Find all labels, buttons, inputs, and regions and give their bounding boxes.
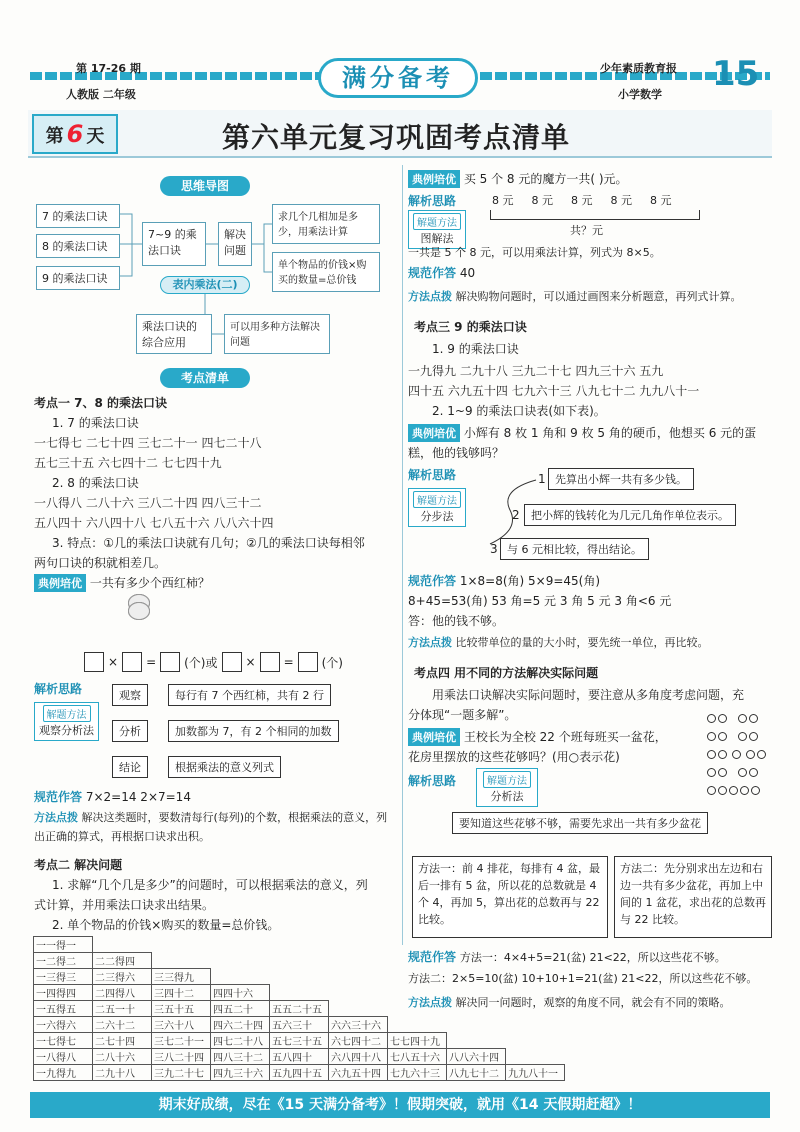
footer-banner: 期末好成绩，尽在《15 天满分备考》！假期突破，就用《14 天假期赶超》！ [30, 1092, 770, 1118]
tip1-text: 解决购物问题时，可以通过画图来分析题意，再列式计算。 [455, 290, 742, 303]
mind-solve: 解决问题 [218, 222, 252, 266]
price-brace [490, 210, 700, 220]
kd1-p3: 3. 特点：①几的乘法口诀就有几句；②几的乘法口诀每相邻 [52, 536, 365, 550]
kd1-ex-label: 典例培优 [34, 574, 86, 592]
tip2 [408, 634, 709, 650]
table-cell: 五八四十 [270, 1049, 329, 1065]
ex2-qb: 糕，他的钱够吗？ [408, 446, 505, 460]
table-cell: 三八二十四 [152, 1049, 211, 1065]
ex2-label: 典例培优 [408, 424, 460, 442]
table-cell: 六八四十八 [329, 1049, 388, 1065]
table-empty [152, 953, 211, 969]
tip3-label: 方法点拨 [408, 996, 452, 1009]
table-cell: 二六十二 [93, 1017, 152, 1033]
table-cell: 一六得六 [34, 1017, 93, 1033]
table-cell: 四八三十二 [211, 1049, 270, 1065]
table-cell: 五七三十五 [270, 1033, 329, 1049]
edition-text: 人教版 二年级 [66, 88, 136, 101]
ex2-q: 小辉有 8 枚 1 角和 9 枚 5 角的硬币，他想买 6 元的蛋 [463, 426, 757, 440]
kd1-p3b: 两句口诀的积就相差几。 [34, 556, 167, 570]
kd1-analysis: 解析思路 [34, 682, 83, 696]
kd3-p2: 2. 1~9 的乘法口诀表(如下表)。 [432, 404, 606, 418]
table-cell: 七七四十九 [388, 1033, 447, 1049]
mind-r2: 单个物品的价钱×购买的数量=总价钱 [272, 252, 380, 292]
price-row [492, 192, 672, 208]
ans2-label: 规范作答 [408, 574, 457, 588]
table-cell: 一二得二 [34, 953, 93, 969]
table-cell: 七九六十三 [388, 1065, 447, 1081]
page-title: 第六单元复习巩固考点清单 [222, 121, 571, 154]
tip2-label: 方法点拨 [408, 636, 452, 649]
column-divider [402, 165, 403, 945]
table-cell: 四六二十四 [211, 1017, 270, 1033]
table-empty [211, 969, 270, 985]
table-empty [329, 1001, 388, 1017]
table-empty [270, 953, 329, 969]
kd1-r2: 五七三十五 六七四十二 七七四十九 [34, 456, 222, 470]
mind-title: 思维导图 [160, 176, 250, 196]
m3-tag: 解题方法 [483, 771, 531, 788]
st2: 把小辉的钱转化为几元几角作单位表示。 [524, 504, 736, 526]
table-cell: 七八五十六 [388, 1049, 447, 1065]
table-empty [152, 937, 211, 953]
kd4-p1b: 分体现“一题多解”。 [408, 708, 517, 722]
kd4-p1: 用乘法口诀解决实际问题时，要注意从多角度考虑问题，充 [432, 688, 745, 702]
flower-grid [706, 712, 776, 802]
table-empty [447, 1033, 506, 1049]
table-empty [329, 985, 388, 1001]
step-n2: 2 [512, 508, 520, 522]
subject-name: 小学数学 [618, 88, 662, 101]
m2-box [408, 488, 466, 527]
day-num: 6 [66, 120, 84, 148]
table-empty [329, 953, 388, 969]
ex3-q: 王校长为全校 22 个班每班买一盆花， [463, 730, 667, 744]
mind-connectors [0, 0, 400, 370]
table-empty [506, 1033, 565, 1049]
table-empty [506, 1017, 565, 1033]
m3-name: 分析法 [490, 790, 524, 803]
kd3-r1: 一九得九 二九十八 三九二十七 四九三十六 五九 [408, 364, 664, 378]
table-cell: 四四十六 [211, 985, 270, 1001]
tip1 [408, 288, 742, 304]
m1-tag: 解题方法 [413, 213, 461, 230]
checklist-title: 考点清单 [160, 368, 250, 388]
table-cell: 一八得八 [34, 1049, 93, 1065]
table-empty [211, 953, 270, 969]
table-row [34, 1065, 565, 1081]
table-cell: 二九十八 [93, 1065, 152, 1081]
ans2a [408, 572, 600, 589]
kd1-r1: 一七得七 二七十四 三七二十一 四七二十八 [34, 436, 262, 450]
table-cell: 一五得五 [34, 1001, 93, 1017]
kd1-r3: 一八得八 二八十六 三八二十四 四八三十二 [34, 496, 262, 510]
step-n1: 1 [538, 472, 546, 486]
banner-title: 满分备考 [318, 58, 478, 98]
table-empty [270, 969, 329, 985]
kd1-tip-label: 方法点拨 [34, 811, 78, 824]
table-cell: 五六三十 [270, 1017, 329, 1033]
ans1-val: 40 [459, 266, 476, 280]
mind-center: 7~9 的乘法口诀 [142, 222, 206, 266]
kd1-step1: 观察 [112, 684, 148, 706]
total-label: 共？元 [570, 224, 603, 237]
table-cell: 八九七十二 [447, 1065, 506, 1081]
price-item: 8 元 [531, 194, 553, 207]
table-cell: 三六十八 [152, 1017, 211, 1033]
ex1 [408, 170, 628, 188]
kd1-p2: 2. 8 的乘法口诀 [52, 476, 139, 490]
kd4-top: 要知道这些花够不够，需要先求出一共有多少盆花 [452, 812, 708, 834]
m1-name: 图解法 [420, 232, 454, 245]
table-cell: 一七得七 [34, 1033, 93, 1049]
price-item: 8 元 [571, 194, 593, 207]
ans1 [408, 264, 475, 281]
table-cell: 三三得九 [152, 969, 211, 985]
kd2-p2: 2. 单个物品的价钱×购买的数量=总价钱。 [52, 918, 280, 932]
st1: 先算出小辉一共有多少钱。 [548, 468, 694, 490]
page-number: 15 [712, 54, 760, 94]
tip2-text: 比较带单位的量的大小时，要先统一单位，再比较。 [455, 636, 709, 649]
issue-text: 第 17-26 期 [76, 62, 141, 75]
mind-l1: 7 的乘法口诀 [36, 204, 120, 228]
kd3-r2: 四十五 六九五十四 七九六十三 八九七十二 九九八十一 [408, 384, 700, 398]
mind-l3: 9 的乘法口诀 [36, 266, 120, 290]
tip1-label: 方法点拨 [408, 290, 452, 303]
table-empty [447, 1017, 506, 1033]
ans1-label: 规范作答 [408, 266, 457, 280]
table-cell: 六九五十四 [329, 1065, 388, 1081]
table-cell: 五五二十五 [270, 1001, 329, 1017]
step-n3: 3 [490, 542, 498, 556]
kd1-r4: 五八四十 六八四十八 七八五十六 八八六十四 [34, 516, 274, 530]
mind-unit: 表内乘法(二) [160, 276, 250, 294]
kd1-step3: 结论 [112, 756, 148, 778]
kd1-example [34, 574, 210, 592]
kd1-step2: 分析 [112, 720, 148, 742]
m3-box [476, 768, 538, 807]
table-cell: 六六三十六 [329, 1017, 388, 1033]
ans2b: 8+45=53(角) 53 角=5 元 3 角 5 元 3 角<6 元 [408, 594, 672, 608]
ans2c: 答：他的钱不够。 [408, 614, 505, 628]
ex1-label: 典例培优 [408, 170, 460, 188]
kd1-ex-q: 一共有多少个西红柿？ [89, 576, 210, 590]
an1: 解析思路 [408, 194, 457, 208]
kd4-head: 考点四 用不同的方法解决实际问题 [414, 666, 599, 680]
table-empty [329, 969, 388, 985]
table-cell: 二五一十 [93, 1001, 152, 1017]
kd1-step3-text: 根据乘法的意义列式 [168, 756, 281, 778]
tip3 [408, 994, 731, 1010]
kd1-method-tag: 解题方法 [43, 705, 91, 722]
m2-name: 分步法 [420, 510, 454, 523]
table-cell: 二三得六 [93, 969, 152, 985]
st3: 与 6 元相比较，得出结论。 [500, 538, 649, 560]
table-cell: 二二得四 [93, 953, 152, 969]
mind-apply: 乘法口诀的综合应用 [136, 314, 212, 354]
day-prefix: 第 [45, 126, 64, 147]
kd1-ans-label: 规范作答 [34, 790, 83, 804]
kd1-step2-text: 加数都为 7，有 2 个相同的加数 [168, 720, 339, 742]
tomato-grid [128, 594, 298, 646]
step-curve [480, 470, 540, 550]
table-row [34, 1017, 565, 1033]
ex2 [408, 424, 756, 442]
table-cell: 二四得八 [93, 985, 152, 1001]
table-cell: 八八六十四 [447, 1049, 506, 1065]
table-cell: 三四十二 [152, 985, 211, 1001]
table-cell: 一九得九 [34, 1065, 93, 1081]
kd3-p1: 1. 9 的乘法口诀 [432, 342, 519, 356]
kd1-method-name: 观察分析法 [39, 724, 94, 737]
table-cell: 四五二十 [211, 1001, 270, 1017]
answer-blanks: × = (个)或 × = (个) [84, 652, 343, 672]
kd1-p1: 1. 7 的乘法口诀 [52, 416, 139, 430]
kd1-head: 考点一 7、8 的乘法口诀 [34, 396, 168, 410]
kd1-tip-text: 解决这类题时，要数清每行(每列)的个数，根据乘法的意义，列出正确的算式，再根据口诀求出积。 [34, 811, 388, 843]
kd1-step1-text: 每行有 7 个西红柿，共有 2 行 [168, 684, 331, 706]
table-cell: 三七二十一 [152, 1033, 211, 1049]
m2-tag: 解题方法 [413, 491, 461, 508]
table-cell: 三五十五 [152, 1001, 211, 1017]
an2: 解析思路 [408, 468, 457, 482]
table-cell: 一四得四 [34, 985, 93, 1001]
table-row [34, 1049, 565, 1065]
table-cell: 四九三十六 [211, 1065, 270, 1081]
ans3a [408, 948, 726, 965]
mind-l2: 8 的乘法口诀 [36, 234, 120, 258]
table-empty [506, 1049, 565, 1065]
mind-apply-note: 可以用多种方法解决问题 [224, 314, 330, 354]
kd1-answer [34, 788, 191, 805]
table-empty [329, 937, 388, 953]
mind-r1: 求几个几相加是多少，用乘法计算 [272, 204, 380, 244]
table-cell: 四七二十八 [211, 1033, 270, 1049]
paper-name: 少年素质教育报 [600, 62, 677, 75]
kd1-ans: 7×2=14 2×7=14 [85, 790, 191, 804]
day-suffix: 天 [86, 126, 105, 147]
table-cell: 三九二十七 [152, 1065, 211, 1081]
table-cell: 二八十六 [93, 1049, 152, 1065]
tip3-text: 解决同一问题时，观察的角度不同，就会有不同的策略。 [455, 996, 731, 1009]
kd1-method [34, 702, 99, 741]
table-cell: 二七十四 [93, 1033, 152, 1049]
an3: 解析思路 [408, 774, 457, 788]
table-row [34, 1033, 565, 1049]
table-empty [388, 1017, 447, 1033]
table-empty [270, 985, 329, 1001]
way1: 方法一：前 4 排花，每排有 4 盆，最后一排有 5 盆，所以花的总数就是 4 个 4，再加 5，算出花的总数再与 22 比较。 [412, 856, 608, 938]
table-empty [211, 937, 270, 953]
ans3-label: 规范作答 [408, 950, 457, 964]
kd1-tip [34, 808, 392, 846]
price-item: 8 元 [610, 194, 632, 207]
table-cell: 一一得一 [34, 937, 93, 953]
ans2a-text: 1×8=8(角) 5×9=45(角) [459, 574, 601, 588]
kd2-head: 考点二 解决问题 [34, 858, 123, 872]
table-cell: 六七四十二 [329, 1033, 388, 1049]
way2: 方法二：先分别求出左边和右边一共有多少盆花，再加上中间的 1 盆花，求出花的总数再与 22 比较。 [614, 856, 772, 938]
table-empty [270, 937, 329, 953]
ans3b: 方法二：2×5=10(盆) 10+10+1=21(盆) 21<22，所以这些花不够。 [408, 972, 758, 985]
kd2-p1b: 式计算，并用乘法口诀求出结果。 [34, 898, 215, 912]
kd2-p1: 1. 求解“几个几是多少”的问题时，可以根据乘法的意义，列 [52, 878, 368, 892]
ex3 [408, 728, 667, 746]
price-item: 8 元 [650, 194, 672, 207]
kd3-head: 考点三 9 的乘法口诀 [414, 320, 527, 334]
an1-text: 一共是 5 个 8 元，可以用乘法计算，列式为 8×5。 [408, 246, 661, 259]
price-item: 8 元 [492, 194, 514, 207]
table-cell: 九九八十一 [506, 1065, 565, 1081]
ex1-q: 买 5 个 8 元的魔方一共( )元。 [463, 172, 628, 186]
table-empty [93, 937, 152, 953]
table-cell: 一三得三 [34, 969, 93, 985]
table-cell: 五九四十五 [270, 1065, 329, 1081]
ex3-label: 典例培优 [408, 728, 460, 746]
ans3a-text: 方法一：4×4+5=21(盆) 21<22，所以这些花不够。 [459, 951, 726, 964]
ex3-qb: 花房里摆放的这些花够吗？(用○表示花) [408, 750, 620, 764]
